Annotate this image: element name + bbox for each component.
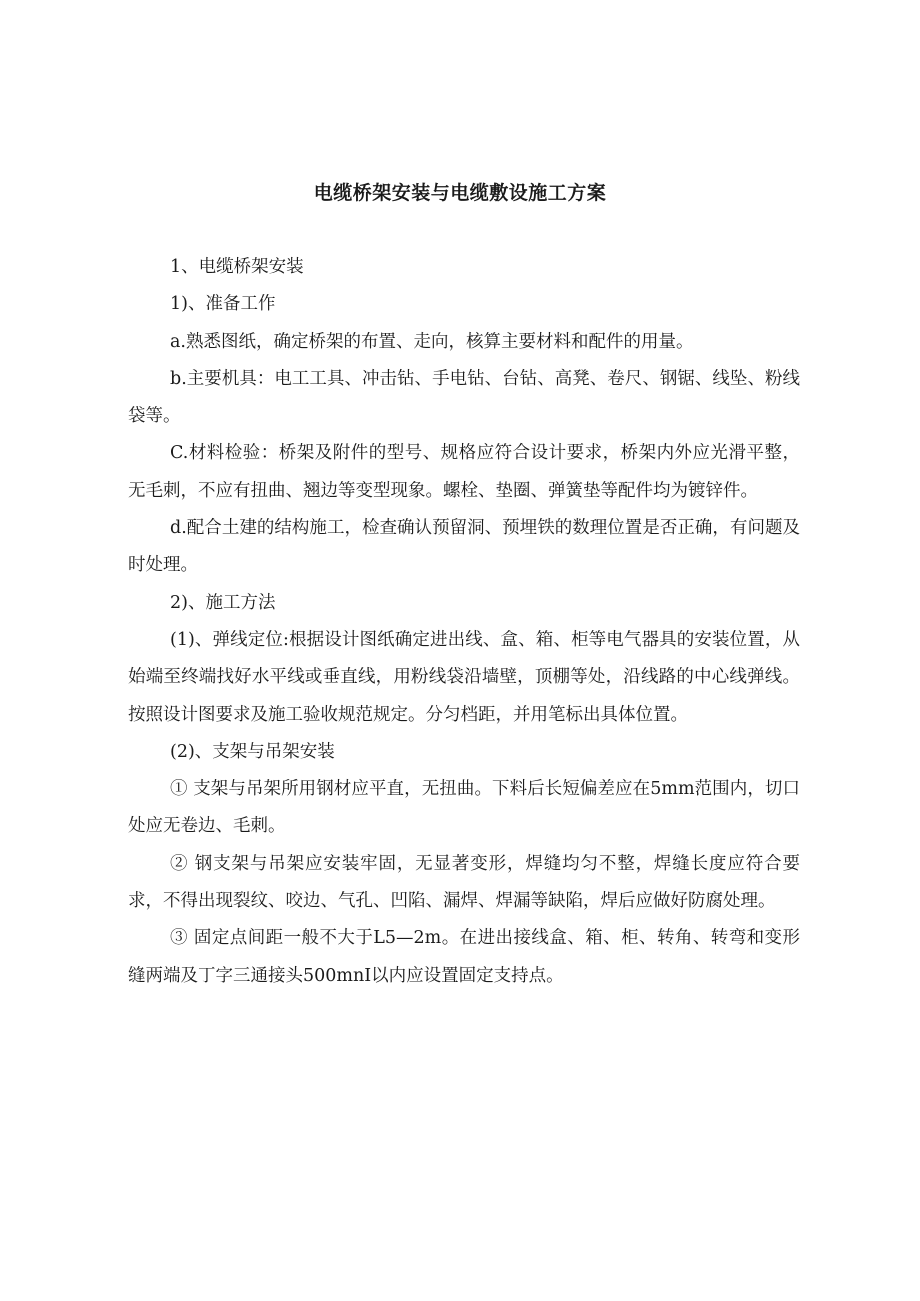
body-paragraph: C.材料检验：桥架及附件的型号、规格应符合设计要求，桥架内外应光滑平整，无毛刺，不应有扭曲、翘边等变型现象。螺栓、垫圈、弹簧垫等配件均为镀锌件。 — [128, 443, 800, 501]
list-item: ① 支架与吊架所用钢材应平直，无扭曲。下料后长短偏差应在5mm范围内，切口处应无卷边、毛刺。 — [128, 779, 800, 837]
subsection-heading: (2)、支架与吊架安装 — [170, 741, 335, 762]
body-paragraph: b.主要机具：电工工具、冲击钻、手电钻、台钻、高凳、卷尺、钢锯、线坠、粉线袋等。 — [128, 368, 800, 427]
document-body — [128, 249, 800, 995]
subsection-heading: 2)、施工方法 — [170, 592, 276, 613]
body-paragraph: d.配合土建的结构施工，检查确认预留洞、预埋铁的数理位置是否正确，有问题及时处理。 — [128, 518, 800, 576]
subsection-heading: 1)、准备工作 — [170, 294, 276, 315]
body-paragraph: (1)、弹线定位:根据设计图纸确定进出线、盒、箱、柜等电气器具的安装位置，从始端至终端找好水平线或垂直线，用粉线袋沿墙壁，顶棚等处，沿线路的中心线弹线。按照设计图要求及施工验收规范规定。分匀档距，并用笔标出具体位置。 — [128, 629, 800, 725]
body-paragraph: a.熟悉图纸，确定桥架的布置、走向，核算主要材料和配件的用量。 — [170, 331, 694, 352]
section-heading: 1、电缆桥架安装 — [170, 257, 304, 277]
document-title: 电缆桥架安装与电缆敷设施工方案 — [313, 182, 607, 204]
list-item: ③ 固定点间距一般不大于L5—2m。在进出接线盒、箱、柜、转角、转弯和变形缝两端及丁字三通接头500mnI以内应设置固定支持点。 — [128, 928, 800, 986]
list-item: ② 钢支架与吊架应安装牢固，无显著变形，焊缝均匀不整，焊缝长度应符合要求，不得出现裂纹、咬边、气孔、凹陷、漏焊、焊漏等缺陷，焊后应做好防腐处理。 — [128, 853, 800, 912]
